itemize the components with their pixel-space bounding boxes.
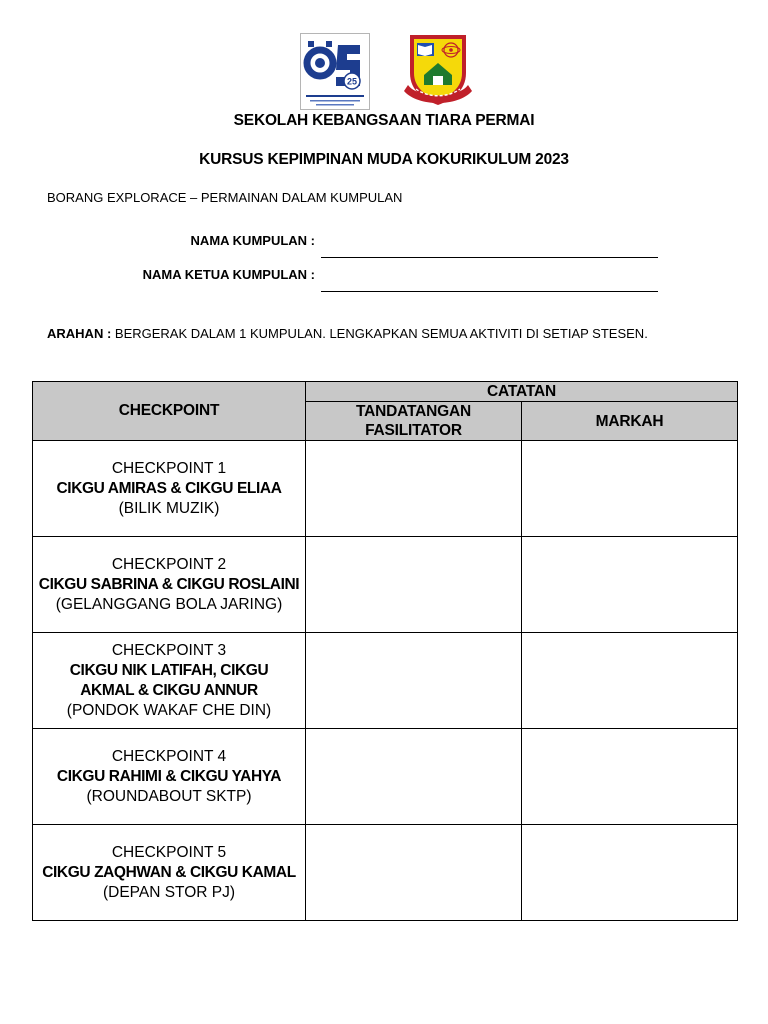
signature-cell[interactable] [306, 537, 522, 633]
signature-cell[interactable] [306, 825, 522, 921]
checkpoint-cell [33, 441, 306, 537]
marks-cell[interactable] [522, 825, 738, 921]
marks-cell[interactable] [522, 537, 738, 633]
table-row [33, 441, 738, 537]
group-name-label: NAMA KUMPULAN : [190, 233, 315, 248]
marks-column-header: MARKAH [522, 402, 738, 441]
signature-column-header: TANDATANGAN FASILITATOR [306, 402, 522, 441]
instruction-label: ARAHAN : [47, 326, 112, 341]
instruction [47, 326, 648, 341]
marks-cell[interactable] [522, 633, 738, 729]
signature-cell[interactable] [306, 729, 522, 825]
school-name: SEKOLAH KEBANGSAAN TIARA PERMAI [233, 112, 535, 129]
checkpoint-location: (ROUNDABOUT SKTP) [86, 787, 252, 805]
checkpoint-location: (BILIK MUZIK) [118, 499, 220, 517]
checkpoint-teachers: CIKGU SABRINA & CIKGU ROSLAINI [38, 575, 300, 593]
checkpoint-location: (PONDOK WAKAF CHE DIN) [66, 701, 272, 719]
signature-cell[interactable] [306, 441, 522, 537]
instruction-text: BERGERAK DALAM 1 KUMPULAN. LENGKAPKAN SEMUA AKTIVITI DI SETIAP STESEN. [111, 326, 648, 341]
marks-cell[interactable] [522, 729, 738, 825]
kokurikulum-25-logo [300, 33, 370, 110]
marks-cell[interactable] [522, 441, 738, 537]
leader-name-field[interactable] [321, 291, 658, 292]
checkpoint-cell [33, 537, 306, 633]
group-name-field[interactable] [321, 257, 658, 258]
table-row [33, 729, 738, 825]
checkpoint-teachers: CIKGU NIK LATIFAH, CIKGU AKMAL & CIKGU ANNUR [69, 661, 269, 699]
leader-name-label: NAMA KETUA KUMPULAN : [142, 267, 315, 282]
checkpoint-cell [33, 633, 306, 729]
table-row [33, 537, 738, 633]
checkpoint-cell [33, 825, 306, 921]
checkpoint-number: CHECKPOINT 2 [111, 555, 227, 573]
logo-number: 25 [346, 76, 358, 87]
checkpoint-number: CHECKPOINT 4 [111, 747, 227, 765]
checkpoint-location: (GELANGGANG BOLA JARING) [55, 595, 283, 613]
checkpoint-table [32, 381, 738, 921]
checkpoint-cell [33, 729, 306, 825]
checkpoint-number: CHECKPOINT 5 [111, 843, 227, 861]
school-crest-logo [402, 33, 474, 110]
table-row [33, 825, 738, 921]
catatan-column-header: CATATAN [306, 382, 738, 402]
checkpoint-teachers: CIKGU AMIRAS & CIKGU ELIAA [56, 479, 282, 497]
checkpoint-teachers: CIKGU RAHIMI & CIKGU YAHYA [56, 767, 282, 785]
table-row [33, 633, 738, 729]
course-name: KURSUS KEPIMPINAN MUDA KOKURIKULUM 2023 [199, 151, 569, 168]
checkpoint-number: CHECKPOINT 3 [111, 641, 227, 659]
checkpoint-location: (DEPAN STOR PJ) [102, 883, 236, 901]
checkpoint-teachers: CIKGU ZAQHWAN & CIKGU KAMAL [42, 863, 296, 881]
checkpoint-number: CHECKPOINT 1 [111, 459, 227, 477]
checkpoint-column-header: CHECKPOINT [33, 382, 306, 441]
form-name: BORANG EXPLORACE – PERMAINAN DALAM KUMPULAN [47, 190, 403, 205]
logo-bar [0, 33, 768, 111]
signature-cell[interactable] [306, 633, 522, 729]
